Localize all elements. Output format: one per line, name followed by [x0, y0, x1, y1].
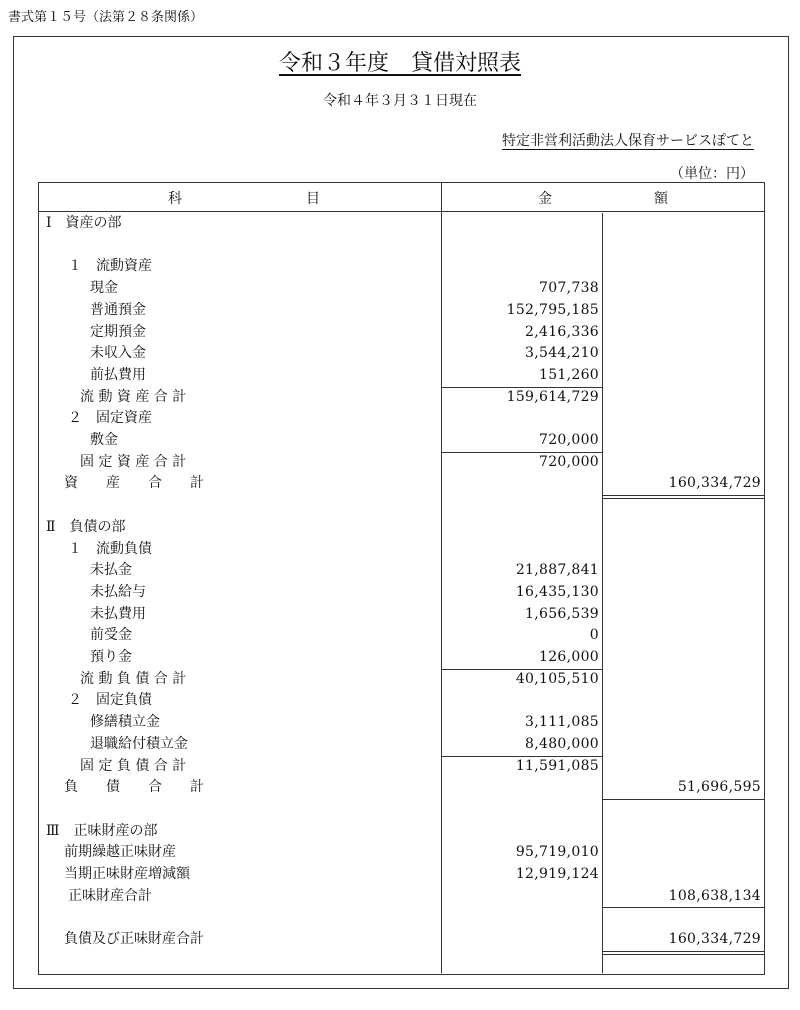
table-row — [38, 560, 765, 582]
amount-value: 151,260 — [539, 366, 599, 383]
amount-value: 3,544,210 — [525, 345, 599, 362]
subtotal-rule — [441, 669, 602, 670]
row-label: Ⅲ 正味財産の部 — [46, 822, 158, 839]
amount-value: 12,919,124 — [515, 866, 599, 882]
table-row — [38, 777, 765, 799]
header-subject-2: 目 — [306, 191, 320, 207]
row-label: ２ 固定負債 — [68, 692, 152, 709]
amount-value: 159,614,729 — [506, 388, 599, 405]
table-row — [38, 365, 765, 387]
total-value: 108,638,134 — [668, 887, 761, 904]
table-row — [38, 582, 765, 604]
table-header — [38, 182, 765, 212]
header-amount-2: 額 — [654, 191, 668, 207]
total-value: 51,696,595 — [677, 779, 761, 796]
row-label: 負債及び正味財産合計 — [64, 931, 204, 948]
amount-value: 720,000 — [539, 432, 599, 448]
table-row — [38, 343, 765, 365]
as-of-date: 令和４年３月３１日現在 — [323, 93, 477, 109]
table-row — [38, 322, 765, 344]
row-label: １ 流動資産 — [68, 258, 152, 275]
table-row — [38, 864, 765, 886]
table-row — [38, 929, 765, 951]
subtotal-rule — [441, 756, 602, 757]
table-row — [38, 907, 765, 929]
header-subject-1: 科 — [168, 191, 182, 207]
table-row — [38, 625, 765, 647]
amount-value: 40,105,510 — [515, 670, 599, 687]
amount-value: 720,000 — [539, 453, 599, 470]
document-title — [0, 46, 800, 77]
row-label: 前払費用 — [90, 366, 146, 383]
title-text: 令和３年度 貸借対照表 — [278, 51, 521, 76]
row-label: 定期預金 — [90, 323, 146, 340]
row-label: 流 動 資 産 合 計 — [80, 388, 187, 405]
row-label: 負 債 合 計 — [64, 779, 204, 796]
row-label: 流 動 負 債 合 計 — [80, 670, 187, 687]
row-label: 当期正味財産増減額 — [64, 866, 190, 882]
amount-value: 3,111,085 — [525, 714, 599, 731]
table-row — [38, 604, 765, 626]
header-amount-1: 金 — [538, 191, 552, 207]
row-label: 正味財産合計 — [68, 887, 152, 904]
row-label: ２ 固定資産 — [68, 410, 152, 427]
row-label: 未払金 — [90, 562, 132, 579]
table-row — [38, 256, 765, 278]
table-row — [38, 539, 765, 561]
row-label: 未払費用 — [90, 605, 146, 622]
row-label: 前期繰越正味財産 — [64, 844, 176, 861]
row-label: 現金 — [90, 280, 118, 297]
table-row — [38, 669, 765, 691]
row-label: 資 産 合 計 — [64, 475, 204, 492]
amount-value: 21,887,841 — [515, 562, 599, 579]
table-row — [38, 712, 765, 734]
amount-value: 707,738 — [539, 280, 599, 297]
table-row — [38, 278, 765, 300]
amount-value: 1,656,539 — [525, 605, 599, 622]
amount-value: 8,480,000 — [525, 735, 599, 752]
row-label: 未払給与 — [90, 583, 146, 600]
table-row — [38, 690, 765, 712]
form-number: 書式第１５号（法第２８条関係） — [8, 10, 204, 25]
table-row — [38, 821, 765, 843]
row-label: Ⅱ 負債の部 — [46, 518, 126, 535]
subtotal-rule — [441, 452, 602, 453]
row-label: 預り金 — [90, 649, 132, 665]
amount-value: 126,000 — [539, 649, 599, 665]
total-value: 160,334,729 — [668, 931, 761, 948]
table-row — [38, 452, 765, 474]
table-row — [38, 842, 765, 864]
row-label: Ⅰ 資産の部 — [46, 215, 122, 231]
row-label: 退職給付積立金 — [90, 735, 188, 752]
table-row — [38, 495, 765, 517]
table-row — [38, 517, 765, 539]
row-label: 固 定 資 産 合 計 — [80, 453, 187, 470]
row-label: 前受金 — [90, 627, 132, 644]
subtotal-rule — [441, 387, 602, 388]
unit-label: （単位：円） — [670, 166, 754, 182]
table-row — [38, 799, 765, 821]
row-label: 未収入金 — [90, 345, 146, 362]
table-row — [38, 473, 765, 495]
row-label: 修繕積立金 — [90, 714, 160, 731]
total-rule — [602, 951, 765, 955]
table-row — [38, 408, 765, 430]
row-label: １ 流動負債 — [68, 540, 152, 557]
table-row — [38, 756, 765, 778]
amount-value: 2,416,336 — [525, 323, 599, 340]
organization-name: 特定非営利活動法人保育サービスぽてと — [502, 133, 754, 149]
table-row — [38, 430, 765, 452]
table-row — [38, 387, 765, 409]
table-row — [38, 235, 765, 257]
total-value: 160,334,729 — [668, 475, 761, 492]
row-label: 普通預金 — [90, 301, 146, 318]
amount-value: 152,795,185 — [506, 301, 599, 318]
table-row — [38, 886, 765, 908]
amount-value: 11,591,085 — [515, 757, 599, 774]
amount-value: 95,719,010 — [515, 844, 599, 861]
row-label: 固 定 負 債 合 計 — [80, 757, 187, 774]
table-row — [38, 647, 765, 669]
amount-value: 16,435,130 — [515, 583, 599, 600]
row-label: 敷金 — [90, 432, 118, 448]
table-row — [38, 734, 765, 756]
table-row — [38, 300, 765, 322]
table-row — [38, 213, 765, 235]
amount-value: 0 — [589, 627, 599, 644]
